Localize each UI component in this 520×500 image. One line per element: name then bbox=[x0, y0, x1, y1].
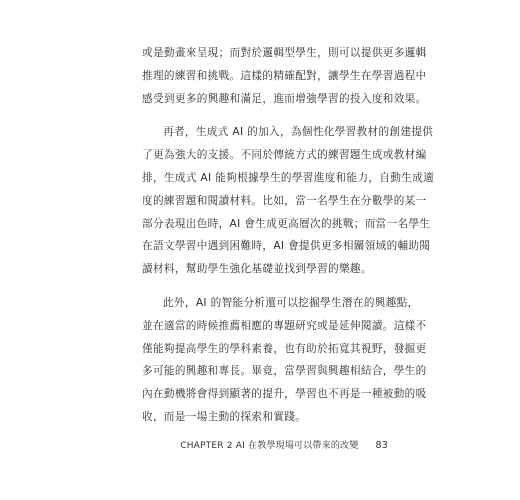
paragraph-3 bbox=[142, 292, 427, 429]
running-footer-chapter: CHAPTER 2 AI 在教學現場可以帶來的改變 bbox=[180, 441, 359, 451]
page-number: 83 bbox=[375, 440, 388, 451]
paragraph-2 bbox=[142, 121, 435, 281]
text-line: 部分表現出色時，AI 會生成更高層次的挑戰；而當一名學生 bbox=[142, 217, 431, 230]
text-line: 再者，生成式 AI 的加入，為個性化學習教材的創建提供 bbox=[163, 126, 434, 139]
text-line: 內在動機將會得到顯著的提升，學習也不再是一種被動的吸 bbox=[142, 388, 427, 401]
text-line: 多可能的興趣和專長。畢竟，當學習與興趣相結合，學生的 bbox=[142, 365, 427, 378]
text-line: 收，而是一場主動的探索和實踐。 bbox=[142, 410, 307, 423]
text-line: 或是動畫來呈現；而對於邏輯型學生，則可以提供更多邏輯 bbox=[142, 47, 427, 59]
text-line: 讀材料，幫助學生強化基礎並找到學習的樂趣。 bbox=[142, 263, 372, 276]
text-line: 僅能夠提高學生的學科素養，也有助於拓寬其視野，發掘更 bbox=[142, 342, 427, 355]
text-line: 此外，AI 的智能分析還可以挖掘學生潛在的興趣點， bbox=[163, 296, 419, 309]
page-footer bbox=[180, 438, 388, 451]
text-line: 並在適當的時候推薦相應的專題研究或是延伸閱讀。這樣不 bbox=[142, 319, 427, 332]
paragraph-1 bbox=[142, 42, 427, 110]
text-line: 了更為強大的支援。不同於傳統方式的練習題生成或教材編 bbox=[142, 149, 427, 162]
text-line: 度的練習題和閱讀材料。比如，當一名學生在分數學的某一 bbox=[142, 194, 427, 207]
text-line: 在語文學習中遇到困難時，AI 會提供更多相關領域的輔助閱 bbox=[142, 240, 431, 253]
paragraph-spacer bbox=[142, 281, 400, 292]
body-text bbox=[142, 42, 435, 429]
text-line: 排，生成式 AI 能夠根據學生的學習進度和能力，自動生成適 bbox=[142, 171, 435, 184]
text-line: 推理的練習和挑戰。這樣的精確配對，讓學生在學習過程中 bbox=[142, 69, 427, 82]
text-line: 感受到更多的興趣和滿足，進而增強學習的投入度和效果。 bbox=[142, 92, 427, 105]
paragraph-spacer bbox=[142, 110, 400, 121]
